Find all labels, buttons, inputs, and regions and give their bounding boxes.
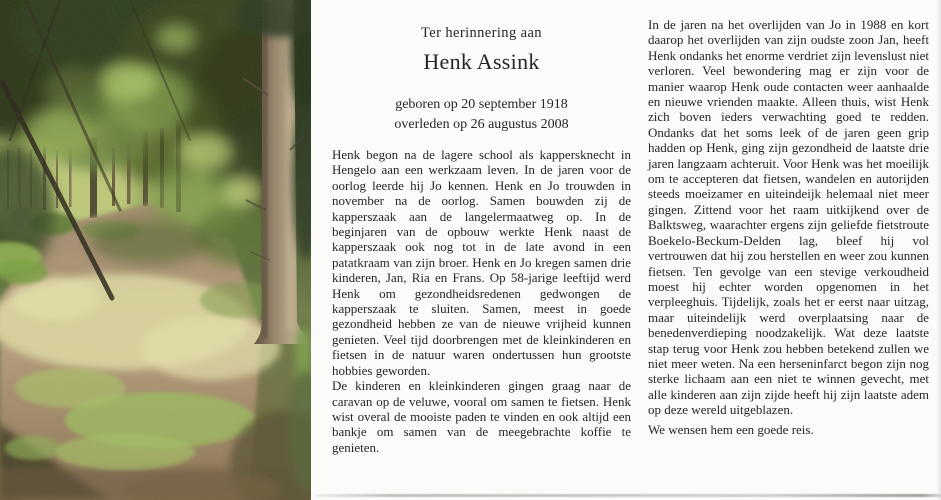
life-dates <box>332 95 631 134</box>
biography-text-part2 <box>648 17 929 437</box>
biography-paragraph: De kinderen en kleinkinderen gingen graag naar de caravan op de veluwe, vooral om samen te fietsen. Henk wist overal de mooiste paden te vinden en ook altijd een bankje om samen van de meegebrachte koffie te genieten. <box>332 378 631 455</box>
scan-edge-shade-right <box>936 0 941 500</box>
deceased-name: Henk Assink <box>423 49 540 74</box>
dedication-line: Ter herinnering aan <box>421 25 542 41</box>
biography-paragraph: Henk begon na de lagere school als kappersknecht in Hengelo aan een werkzaam leven. In de jaren voor de oorlog leerde hij Jo kennen. Henk en Jo trouwden in november na de oorlog. Samen bouwden zij de kapperszaak aan de langelermaatweg op. In de beginjaren van de opbouw werkte Henk naast de kapperszaak ook nog tot in de late avond in een patatkraam van zijn broer. Henk en Jo kregen samen drie kinderen, Jan, Ria en Frans. Op 58-jarige leeftijd werd Henk om gezondheidsredenen gedwongen de kapperszaak te sluiten. Samen, meest in goede gezondheid hebben ze van de nieuwe vrijheid kunnen genieten. Veel tijd doorbrengen met de kleinkinderen en fietsen in de natuur waren ondertussen hun grootste hobbies geworden. <box>332 147 631 378</box>
biography-paragraph: In de jaren na het overlijden van Jo in 1988 en kort daarop het overlijden van zijn oudste zoon Jan, heeft Henk ondanks het enorme verdriet zijn levenslust niet verloren. Veel bewondering mag er zijn voor de manier waarop Henk oude contacten weer aanhaalde en nieuwe vrienden maakte. Alleen thuis, wist Henk zich boven ieders verwachting goed te redden. Ondanks dat het soms leek of de jaren geen grip hadden op Henk, ging zijn gezondheid de laatste drie jaren langzaam achteruit. Voor Henk was het moeilijk om te accepteren dat fietsen, wandelen en autorijden steeds moeizamer en uiteindeijk helemaal niet meer gingen. Zittend voor het raam uitkijkend over de Balktsweg, waarachter ergens zijn geliefde fietstroute Boekelo-Beckum-Delden lag, bleef hij vol vertrouwen dat hij zou herstellen en weer zou kunnen fietsen. Ten gevolge van een stevige verkoudheid moest hij echter worden opgenomen in het verpleeghuis. Tijdelijk, zoals het er eerst naar uitzag, maar uiteindelijk werd overplaatsing naar de benedenverdieping noodzakelijk. Wat deze laatste stap terug voor Henk zou hebben betekend zullen we niet meer weten. Na een herseninfarct begon zijn nog sterke lichaam aan een niet te winnen gevecht, met alle kinderen aan zijn zijde heeft hij zijn laatste adem op deze wereld uitgeblazen. <box>648 17 929 418</box>
death-date-line: overleden op 26 augustus 2008 <box>394 116 569 132</box>
closing-line: We wensen hem een goede reis. <box>648 421 814 437</box>
scan-edge-shadow-bottom <box>316 494 941 497</box>
biography-text-part1 <box>332 147 631 455</box>
birth-date-line: geboren op 20 september 1918 <box>395 97 568 112</box>
